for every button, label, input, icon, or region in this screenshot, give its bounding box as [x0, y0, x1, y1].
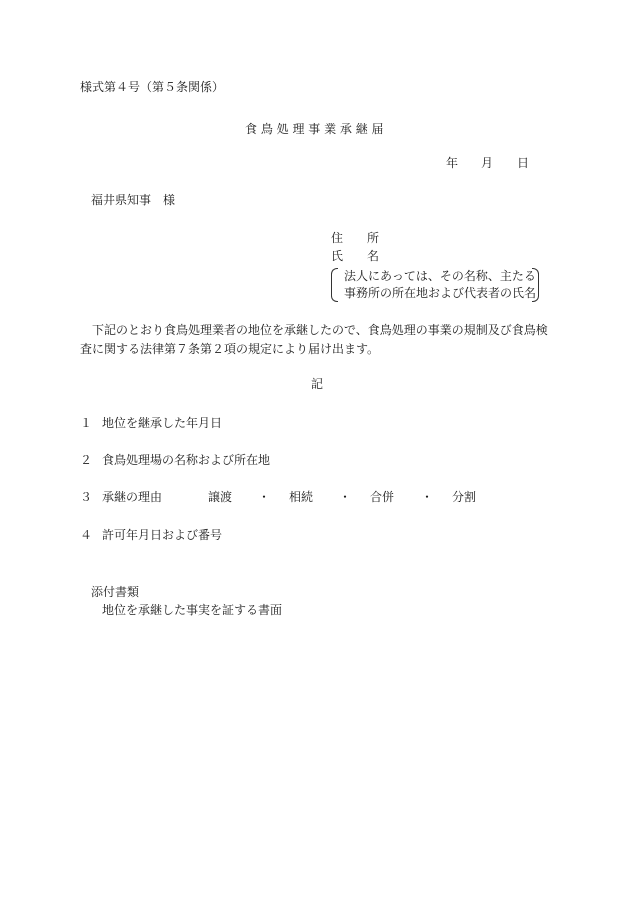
- body-text: 下記のとおり食鳥処理業者の地位を承継したので、食鳥処理の事業の規制及び食鳥検査に関する法律第７条第２項の規定により届け出ます。: [80, 323, 548, 356]
- date-month: 月: [481, 156, 494, 170]
- date-year: 年: [446, 156, 459, 170]
- reason-transfer: 譲渡: [208, 490, 233, 504]
- form-number: 様式第４号（第５条関係）: [80, 80, 225, 94]
- reason-separator: ・: [339, 490, 352, 504]
- reason-split: 分割: [452, 490, 477, 504]
- item-label: 食鳥処理場の名称および所在地: [102, 453, 271, 467]
- body-paragraph: [80, 321, 558, 359]
- item-label: 許可年月日および番号: [102, 528, 223, 542]
- corporate-note-line2: 事務所の所在地および代表者の氏名: [344, 286, 537, 300]
- left-bracket-icon: [331, 268, 338, 302]
- attachments-item: 地位を承継した事実を証する書面: [102, 603, 283, 617]
- corporate-note-line1: 法人にあっては、その名称、主たる: [344, 269, 536, 283]
- right-bracket-icon: [532, 268, 539, 302]
- corporate-note-text: [344, 268, 536, 302]
- item-number: ３: [80, 490, 93, 504]
- reason-merger: 合併: [370, 490, 395, 504]
- item-number: ２: [80, 453, 93, 467]
- date-day: 日: [517, 156, 530, 170]
- address-label: 住 所: [331, 231, 380, 245]
- reason-inheritance: 相続: [289, 490, 314, 504]
- name-label: 氏 名: [331, 249, 380, 263]
- item-number: １: [80, 416, 93, 430]
- addressee: 福井県知事 様: [91, 193, 176, 207]
- item-label: 地位を継承した年月日: [102, 416, 223, 430]
- corporate-note: [331, 268, 539, 302]
- attachments-heading: 添付書類: [91, 585, 140, 599]
- page-title: 食 鳥 処 理 事 業 承 継 届: [245, 122, 384, 136]
- reason-separator: ・: [258, 490, 271, 504]
- reason-separator: ・: [421, 490, 434, 504]
- item-number: ４: [80, 528, 93, 542]
- item-label: 承継の理由: [102, 490, 163, 504]
- ki-heading: 記: [311, 377, 324, 391]
